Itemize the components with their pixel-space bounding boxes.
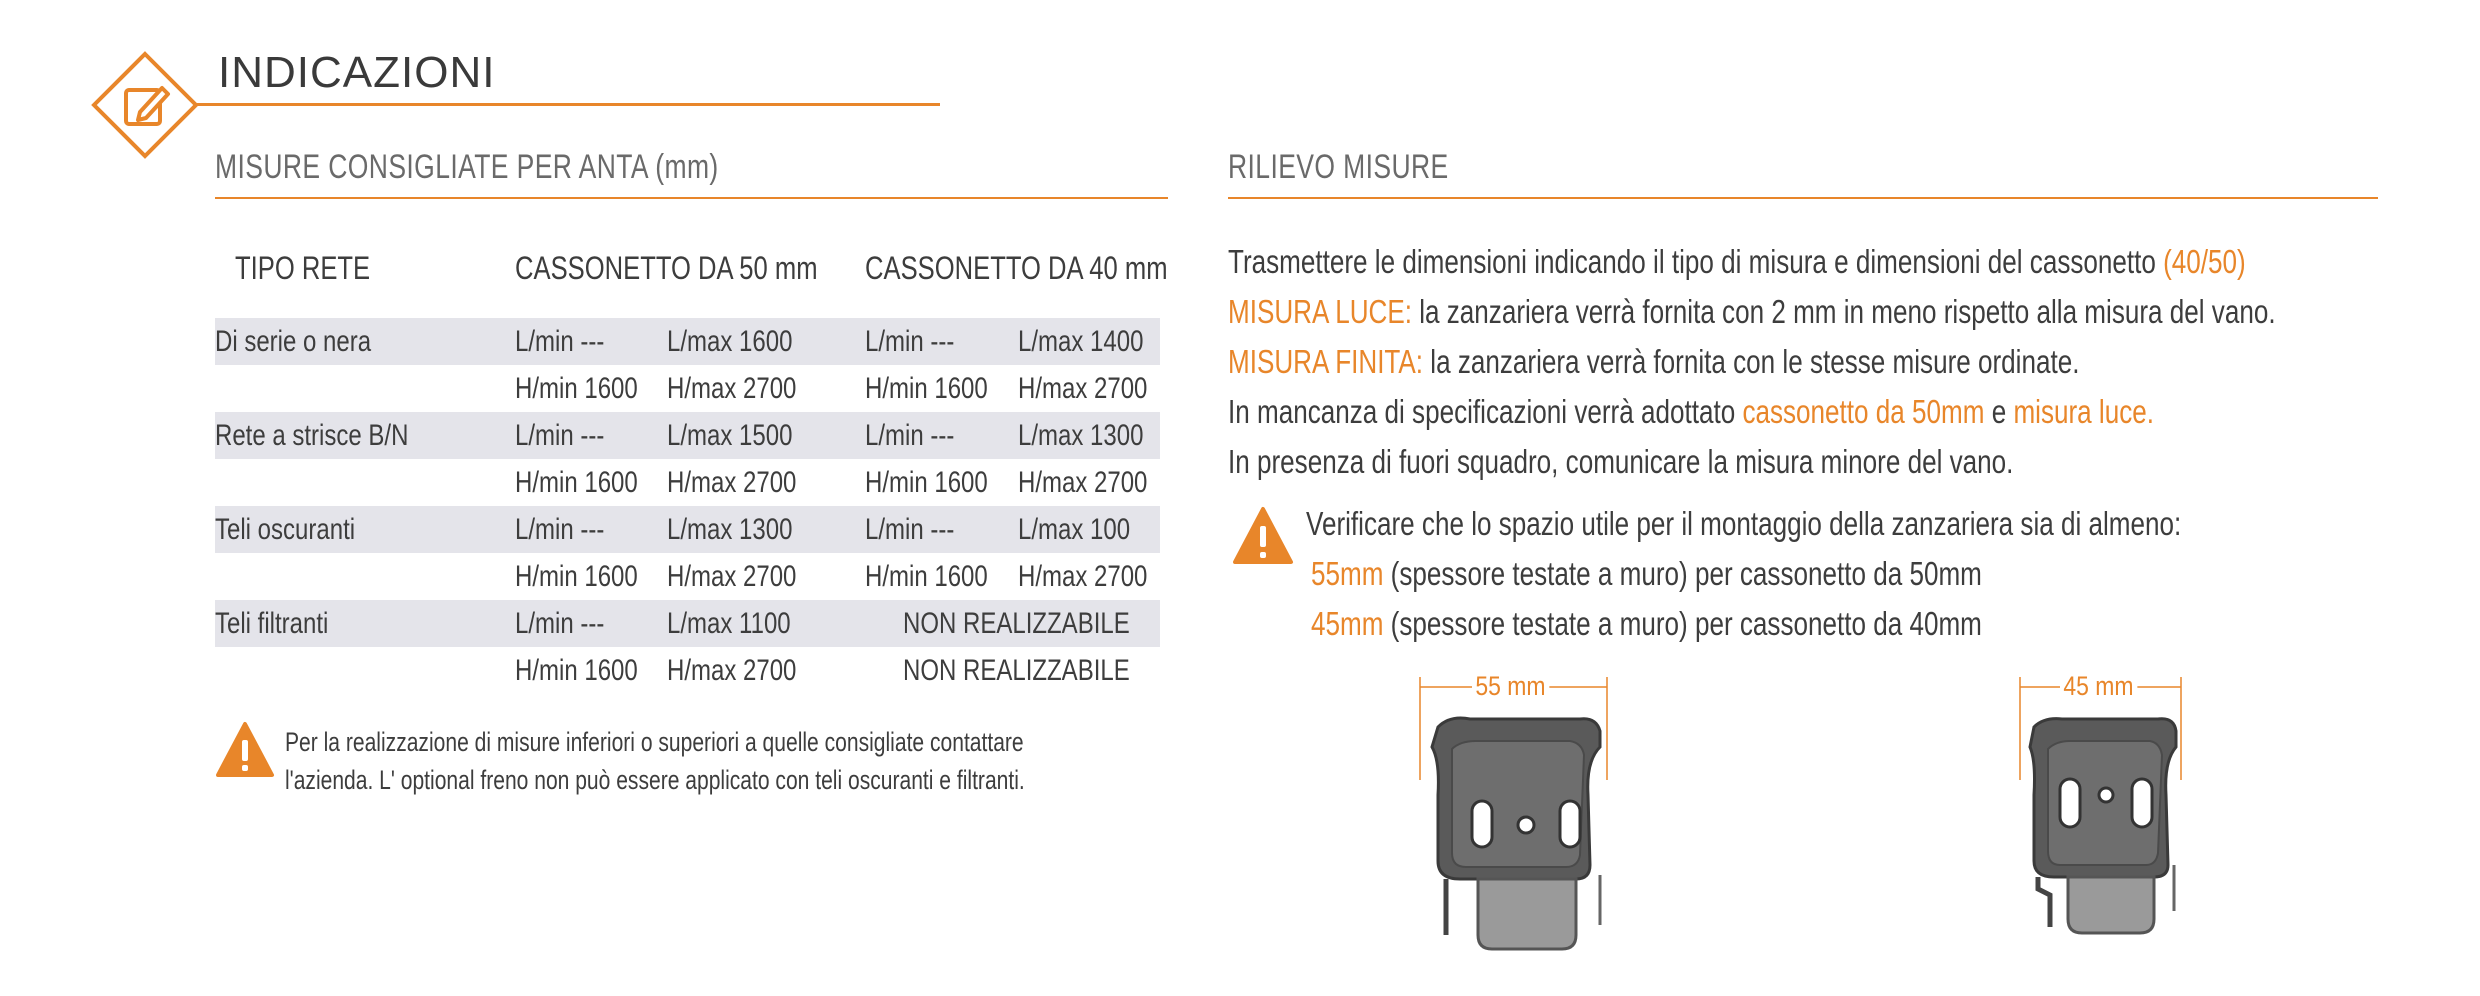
cell-c50-max: L/max 1500	[667, 419, 793, 452]
table-row	[215, 412, 1160, 459]
table-row	[215, 459, 1160, 506]
end-cap-40-icon	[2010, 665, 2200, 965]
warning-icon	[215, 720, 275, 780]
cell-c50-min: H/min 1600	[515, 654, 638, 687]
table-header-row	[215, 238, 1168, 318]
right-text-line-4	[1228, 393, 2154, 431]
misura-luce-label: MISURA LUCE:	[1228, 293, 1412, 330]
cell-c50-max: L/max 1100	[667, 607, 791, 640]
cell-c40-merged: NON REALIZZABILE	[903, 607, 1130, 640]
cell-c40-min: L/min ---	[865, 325, 955, 358]
line-4-accent-2: misura luce.	[2013, 393, 2154, 430]
table-row	[215, 647, 1160, 694]
header-cassonetto-40: CASSONETTO DA 40 mm	[865, 250, 1168, 286]
left-section-divider	[215, 197, 1168, 199]
cell-c40-max: H/max 2700	[1018, 560, 1148, 593]
cell-c50-max: H/max 2700	[667, 654, 797, 687]
dimension-label-45: 45 mm	[2060, 671, 2137, 702]
table-row	[215, 506, 1160, 553]
cell-c50-max: L/max 1300	[667, 513, 793, 546]
header-tipo-rete: TIPO RETE	[235, 250, 371, 286]
right-text-line-1	[1228, 243, 2246, 281]
table-row	[215, 365, 1160, 412]
cell-c40-max: H/max 2700	[1018, 466, 1148, 499]
dimension-label-55: 55 mm	[1472, 671, 1549, 702]
misura-finita-label: MISURA FINITA:	[1228, 343, 1424, 380]
left-section-title: MISURE CONSIGLIATE PER ANTA (mm)	[215, 148, 719, 186]
cell-c50-max: H/max 2700	[667, 466, 797, 499]
cell-type: Rete a strisce B/N	[215, 419, 409, 452]
cell-c50-max: H/max 2700	[667, 560, 797, 593]
pencil-edit-icon	[90, 50, 200, 160]
page-title: INDICAZIONI	[218, 48, 496, 97]
end-cap-50-drawing	[1410, 665, 1630, 965]
cell-type: Di serie o nera	[215, 325, 372, 358]
cell-c40-min: H/min 1600	[865, 372, 988, 405]
cell-c50-max: H/max 2700	[667, 372, 797, 405]
cell-c50-min: H/min 1600	[515, 560, 638, 593]
cell-c40-min: H/min 1600	[865, 466, 988, 499]
end-cap-40-drawing	[2010, 665, 2200, 965]
cell-c40-min: H/min 1600	[865, 560, 988, 593]
line-4-accent-1: cassonetto da 50mm	[1742, 393, 1985, 430]
verify-line-2-text: (spessore testate a muro) per cassonetto da 50mm	[1383, 555, 1982, 592]
measurements-table	[215, 238, 1168, 694]
right-section-title: RILIEVO MISURE	[1228, 148, 1449, 186]
cell-type: Teli oscuranti	[215, 513, 356, 546]
right-text-line-3	[1228, 343, 2079, 381]
cell-c40-merged: NON REALIZZABILE	[903, 654, 1130, 687]
verify-line-1: Verificare che lo spazio utile per il montaggio della zanzariera sia di almeno:	[1306, 505, 2182, 542]
verify-line-3-text: (spessore testate a muro) per cassonetto da 40mm	[1383, 605, 1982, 642]
right-text-line-5	[1228, 443, 2013, 481]
right-section-divider	[1228, 197, 2378, 199]
table-row	[215, 600, 1160, 647]
cell-c50-min: L/min ---	[515, 419, 605, 452]
verify-45mm: 45mm	[1311, 605, 1384, 642]
cell-c50-min: H/min 1600	[515, 372, 638, 405]
cell-type: Teli filtranti	[215, 607, 329, 640]
cell-c40-min: L/min ---	[865, 419, 955, 452]
cell-c50-min: H/min 1600	[515, 466, 638, 499]
line-2-text: la zanzariera verrà fornita con 2 mm in meno rispetto alla misura del vano.	[1411, 293, 2276, 330]
cell-c50-min: L/min ---	[515, 607, 605, 640]
cell-c40-min: L/min ---	[865, 513, 955, 546]
table-row	[215, 553, 1160, 600]
verify-55mm: 55mm	[1311, 555, 1384, 592]
line-5-text: In presenza di fuori squadro, comunicare la misura minore del vano.	[1228, 443, 2014, 480]
cell-c40-max: L/max 1400	[1018, 325, 1144, 358]
cell-c50-min: L/min ---	[515, 513, 605, 546]
line-1-text: Trasmettere le dimensioni indicando il tipo di misura e dimensioni del cassonetto	[1228, 243, 2164, 280]
left-note-line-2: l'azienda. L' optional freno non può essere applicato con teli oscuranti e filtranti.	[285, 765, 1025, 795]
cell-c50-max: L/max 1600	[667, 325, 793, 358]
header-cassonetto-50: CASSONETTO DA 50 mm	[515, 250, 818, 286]
table-row	[215, 318, 1160, 365]
cell-c40-max: L/max 1300	[1018, 419, 1144, 452]
cell-c50-min: L/min ---	[515, 325, 605, 358]
header-divider	[196, 103, 940, 106]
line-1-accent: (40/50)	[2163, 243, 2246, 280]
cell-c40-max: L/max 100	[1018, 513, 1131, 546]
right-text-line-2	[1228, 293, 2276, 331]
verify-line-2	[1311, 555, 1982, 593]
cell-c40-max: H/max 2700	[1018, 372, 1148, 405]
end-cap-50-icon	[1410, 665, 1630, 965]
line-4-text-2: e	[1984, 393, 2014, 430]
left-note-line-1: Per la realizzazione di misure inferiori o superiori a quelle consigliate contattare	[285, 727, 1024, 757]
verify-line-3	[1311, 605, 1982, 643]
line-4-text-1: In mancanza di specificazioni verrà adottato	[1228, 393, 1743, 430]
line-3-text: la zanzariera verrà fornita con le stesse misure ordinate.	[1423, 343, 2080, 380]
warning-icon	[1232, 505, 1294, 567]
